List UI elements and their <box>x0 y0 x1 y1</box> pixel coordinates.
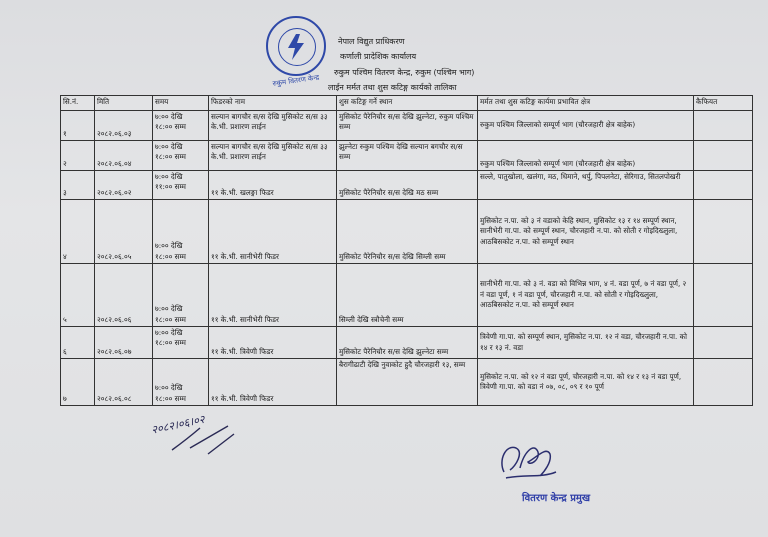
cell-time <box>153 200 209 264</box>
cell-area: सल्ले, पातुखोला, खलंगा, मठ, धिमाने, थर्पु, पिपलनेटा, सेरिगाउ, सितलपोखरी <box>478 171 694 200</box>
right-signature-scribble <box>494 432 564 492</box>
cell-sn: ७ <box>61 359 95 406</box>
cell-time <box>153 264 209 327</box>
cell-feeder: सल्यान बागचौर स/स देखि मुसिकोट स/स ३३ के.भी. प्रशारण लाईन <box>209 111 337 141</box>
col-header-sn: सि.नं. <box>61 96 95 111</box>
time-to: ११:०० सम्म <box>155 182 186 192</box>
cell-location: मुसिकोट पैरेनिचौर स/स देखि झुल्नेटा, रुकुम पश्चिम सम्म <box>337 111 478 141</box>
cell-location: सिम्ली देखि स्त्रौचेनी सम्म <box>337 264 478 327</box>
cell-remarks <box>694 171 753 200</box>
cell-area: रुकुम पश्चिम जिल्लाको सम्पूर्ण भाग (चौरजहारी क्षेत्र बाहेक) <box>478 111 694 141</box>
cell-remarks <box>694 264 753 327</box>
time-to: १८:०० सम्म <box>155 251 186 261</box>
time-to: १८:०० सम्म <box>155 338 186 348</box>
col-header-location: शुस कटिङ्ग गर्ने स्थान <box>337 96 478 111</box>
cell-remarks <box>694 111 753 141</box>
cell-feeder: ११ के.भी. त्रिवेणी फिडर <box>209 327 337 359</box>
cell-date: २०८२.०६.०५ <box>95 200 153 264</box>
cell-sn: २ <box>61 141 95 171</box>
header-office: कर्णाली प्रादेशिक कार्यालय <box>340 52 417 61</box>
cell-sn: ४ <box>61 200 95 264</box>
cell-location: बैरागीढाटी देखि नुवाकोट हुदै चौरजहारी १३, सम्म <box>337 359 478 406</box>
table-row <box>61 111 753 141</box>
cell-time <box>153 171 209 200</box>
stamp-text: रुकुम वितरण केन्द्र <box>272 73 320 88</box>
time-from: ७:०० देखि <box>155 304 183 314</box>
cell-remarks <box>694 141 753 171</box>
cell-feeder: ११ के.भी. सानीभेरी फिडर <box>209 200 337 264</box>
lightning-logo-icon <box>282 32 312 62</box>
cell-feeder: ११ के.भी. त्रिवेणी फिडर <box>209 359 337 406</box>
table-header-row <box>61 96 753 111</box>
cell-remarks <box>694 327 753 359</box>
cell-feeder: ११ के.भी. खलङ्गा फिडर <box>209 171 337 200</box>
cell-location: मुसिकोट पैरेनिचौर स/स देखि सिम्ली सम्म <box>337 200 478 264</box>
page-title: लाईन मर्मत तथा शुस कटिङ्ग कार्यको तालिका <box>328 83 457 92</box>
cell-location: मुसिकोट पैरेनिचौर स/स देखि झुल्नेटा सम्म <box>337 327 478 359</box>
cell-time <box>153 111 209 141</box>
cell-sn: ३ <box>61 171 95 200</box>
cell-time <box>153 141 209 171</box>
cell-date: २०८२.०६.०६ <box>95 264 153 327</box>
table-row <box>61 171 753 200</box>
time-to: १८:०० सम्म <box>155 393 186 403</box>
table-row <box>61 359 753 406</box>
time-from: ७:०० देखि <box>155 241 183 251</box>
cell-location: मुसिकोट पैरेनिचौर स/स देखि मठ सम्म <box>337 171 478 200</box>
schedule-table <box>60 95 753 406</box>
organization-seal <box>266 16 326 76</box>
cell-date: २०८२.०६.०२ <box>95 171 153 200</box>
table-row <box>61 264 753 327</box>
header-center: रुकुम पश्चिम वितरण केन्द्र, रुकुम (पश्चिम भाग) <box>334 68 475 77</box>
cell-remarks <box>694 359 753 406</box>
cell-feeder: ११ के.भी. सानीभेरी फिडर <box>209 264 337 327</box>
header-org-name: नेपाल विद्युत प्राधिकरण <box>338 37 405 46</box>
left-signature: २०८२।०६।०२ <box>150 412 206 437</box>
col-header-time: समय <box>153 96 209 111</box>
cell-date: २०८२.०६.०३ <box>95 111 153 141</box>
col-header-remarks: कैफियत <box>694 96 753 111</box>
time-from: ७:०० देखि <box>155 112 183 121</box>
cell-date: २०८२.०६.०८ <box>95 359 153 406</box>
cell-location: झुल्नेटा रुकुम पश्चिम देखि सल्यान बगचौर स/स सम्म <box>337 141 478 171</box>
cell-date: २०८२.०६.०७ <box>95 327 153 359</box>
time-from: ७:०० देखि <box>155 383 183 393</box>
cell-area: मुसिकोट न.पा. को ३ नं वडाको केहि स्थान, मुसिकोट १३ र १४ सम्पूर्ण स्थान, सानीभेरी गा.पा. को सम्पूर्ण स्थान, चौरजहारी न.पा. को सोती र गोइदिख्लुला, आठबिसकोट न.पा. को सम्पूर्ण स्थान <box>478 200 694 264</box>
cell-area: त्रिवेणी गा.पा. को सम्पूर्ण स्थान, मुसिकोट न.पा. १२ नं वडा, चौरजहारी न.पा. को १४ र १३ नं. वडा <box>478 327 694 359</box>
cell-sn: १ <box>61 111 95 141</box>
time-to: १८:०० सम्म <box>155 314 186 324</box>
left-signature-scribble <box>168 420 238 460</box>
cell-sn: ६ <box>61 327 95 359</box>
time-from: ७:०० देखि <box>155 172 183 181</box>
cell-area: सानीभेरी गा.पा. को ३ नं. वडा को विभिन्न भाग, ४ नं. वडा पूर्ण, ७ नं वडा पूर्ण, २ नं वडा पूर्ण, १ नं वडा पूर्ण, चौरजहारी न.पा. को सोती र गोइदिख्लुला, आठबिसकोट न.पा. को सम्पूर्ण स्थान <box>478 264 694 327</box>
cell-area: मुसिकोट न.पा. को १२ नं वडा पूर्ण, चौरजहारी न.पा. को १४ र १३ नं वडा पूर्ण, त्रिवेणी गा.पा. को वडा नं ०७, ०८, ०९ र १० पूर्ण <box>478 359 694 406</box>
col-header-area: मर्मत तथा शुस कटिङ्ग कार्यमा प्रभावित क्षेत्र <box>478 96 694 111</box>
cell-date: २०८२.०६.०४ <box>95 141 153 171</box>
cell-remarks <box>694 200 753 264</box>
col-header-feeder: फिडरको नाम <box>209 96 337 111</box>
time-from: ७:०० देखि <box>155 328 183 337</box>
table-row <box>61 327 753 359</box>
col-header-date: मिति <box>95 96 153 111</box>
table-row <box>61 141 753 171</box>
time-to: १८:०० सम्म <box>155 152 186 162</box>
time-from: ७:०० देखि <box>155 142 183 151</box>
table-row <box>61 200 753 264</box>
cell-time <box>153 327 209 359</box>
cell-time <box>153 359 209 406</box>
cell-feeder: सल्यान बागचौर स/स देखि मुसिकोट स/स ३३ के.भी. प्रशारण लाईन <box>209 141 337 171</box>
cell-sn: ५ <box>61 264 95 327</box>
cell-area: रुकुम पश्चिम जिल्लाको सम्पूर्ण भाग (चौरजहारी क्षेत्र बाहेक) <box>478 141 694 171</box>
distribution-center-chief-title: वितरण केन्द्र प्रमुख <box>522 493 591 504</box>
time-to: १८:०० सम्म <box>155 122 186 132</box>
